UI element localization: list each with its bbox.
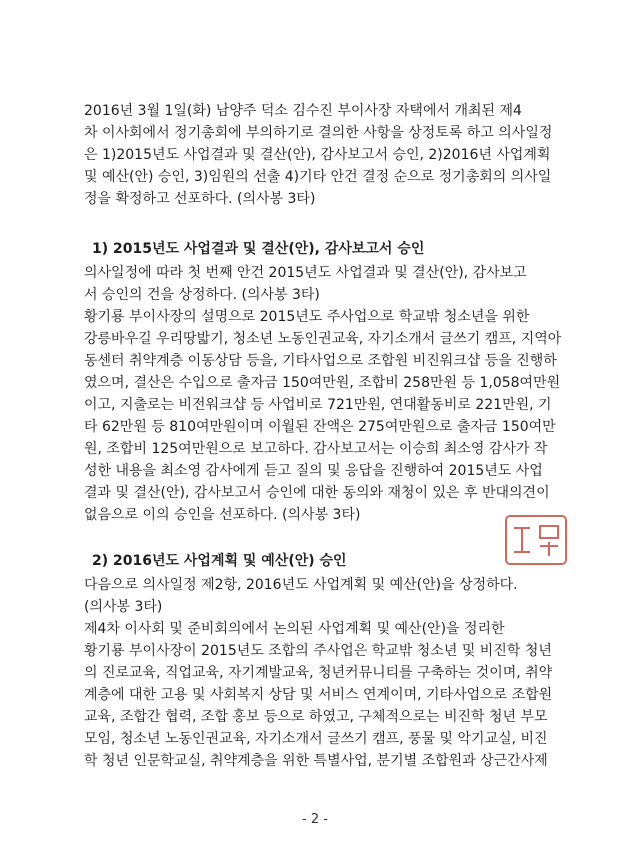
text-line: (의사봉 3타) xyxy=(84,599,163,615)
text-line: 제4차 이사회 및 준비회의에서 논의된 사업계획 및 예산(안)을 정리한 xyxy=(84,621,505,637)
text-line: 의사일정에 따라 첫 번째 안건 2015년도 사업결과 및 결산(안), 감사보고 xyxy=(84,265,527,281)
section-1-body xyxy=(84,262,562,526)
page-number: - 2 - xyxy=(302,812,328,827)
text-line: 없음으로 이의 승인을 선포하다. (의사봉 3타) xyxy=(84,507,361,523)
text-line: 원, 조합비 125여만원으로 보고하다. 감사보고서는 이승희 최소영 감사가 작 xyxy=(84,441,548,457)
text-line: 의 진로교육, 직업교육, 자기계발교육, 청년커뮤니티를 구축하는 것이며, 취약 xyxy=(84,665,553,681)
text-line: 학 청년 인문학교실, 취약계층을 위한 특별사업, 분기별 조합원과 상근간사제 xyxy=(84,753,548,769)
text-line: 이고, 지출로는 비전워크샵 등 사업비로 721만원, 연대활동비로 221만원, 기 xyxy=(84,397,552,413)
text-line: 동센터 취약계층 이동상담 등을, 기타사업으로 조합원 비진워크샵 등을 진행하 xyxy=(84,353,557,369)
text-line: 강릉바우길 우리땅밟기, 청소년 노동인권교육, 자기소개서 글쓰기 캠프, 지역아 xyxy=(84,331,562,347)
official-seal-stamp xyxy=(500,510,572,570)
text-line: 다음으로 의사일정 제2항, 2016년도 사업계획 및 예산(안)을 상정하다. xyxy=(84,577,518,593)
text-line: 차 이사회에서 정기총회에 부의하기로 결의한 사항을 상정토록 하고 의사일정 xyxy=(84,125,553,141)
text-line: 서 승인의 건을 상정하다. (의사봉 3타) xyxy=(84,287,320,303)
text-line: 타 62만원 등 810여만원이며 이월된 잔액은 275여만원으로 출자금 150여만 xyxy=(84,419,556,435)
text-line: 계층에 대한 고용 및 사회복지 상담 및 서비스 연계이며, 기타사업으로 조합원 xyxy=(84,687,553,703)
section-2-heading: 2) 2016년도 사업계획 및 예산(안) 승인 xyxy=(92,553,347,569)
section-2-body xyxy=(84,574,554,772)
text-line: 및 예산(안) 승인, 3)임원의 선출 4)기타 안건 결정 순으로 정기총회의 의사일 xyxy=(84,169,552,185)
text-line: 였으며, 결산은 수입으로 출자금 150여만원, 조합비 258만원 등 1,058여만원 xyxy=(84,375,561,391)
text-line: 정을 확정하고 선포하다. (의사봉 3타) xyxy=(84,191,316,207)
intro-paragraph xyxy=(84,100,554,210)
text-line: 황기룡 부이사장의 설명으로 2015년도 주사업으로 학교밖 청소년을 위한 xyxy=(84,309,530,325)
text-line: 결과 및 결산(안), 감사보고서 승인에 대한 동의와 재청이 있은 후 반대의견이 xyxy=(84,485,550,501)
text-line: 모임, 청소년 노동인권교육, 자기소개서 글쓰기 캠프, 풍물 및 악기교실, 비진 xyxy=(84,731,548,747)
text-line: 2016년 3월 1일(화) 남양주 덕소 김수진 부이사장 자택에서 개최된 제4 xyxy=(84,103,522,119)
text-line: 은 1)2015년도 사업결과 및 결산(안), 감사보고서 승인, 2)2016년 사업계획 xyxy=(84,147,551,163)
text-line: 성한 내용을 최소영 감사에게 듣고 질의 및 응답을 진행하여 2015년도 사업 xyxy=(84,463,543,479)
text-line: 교육, 조합간 협력, 조합 홍보 등으로 하였고, 구체적으로는 비진학 청년 부모 xyxy=(84,709,548,725)
section-1-heading: 1) 2015년도 사업결과 및 결산(안), 감사보고서 승인 xyxy=(92,241,425,257)
text-line: 황기룡 부이사장이 2015년도 조합의 주사업은 학교밖 청소년 및 비진학 청년 xyxy=(84,643,552,659)
